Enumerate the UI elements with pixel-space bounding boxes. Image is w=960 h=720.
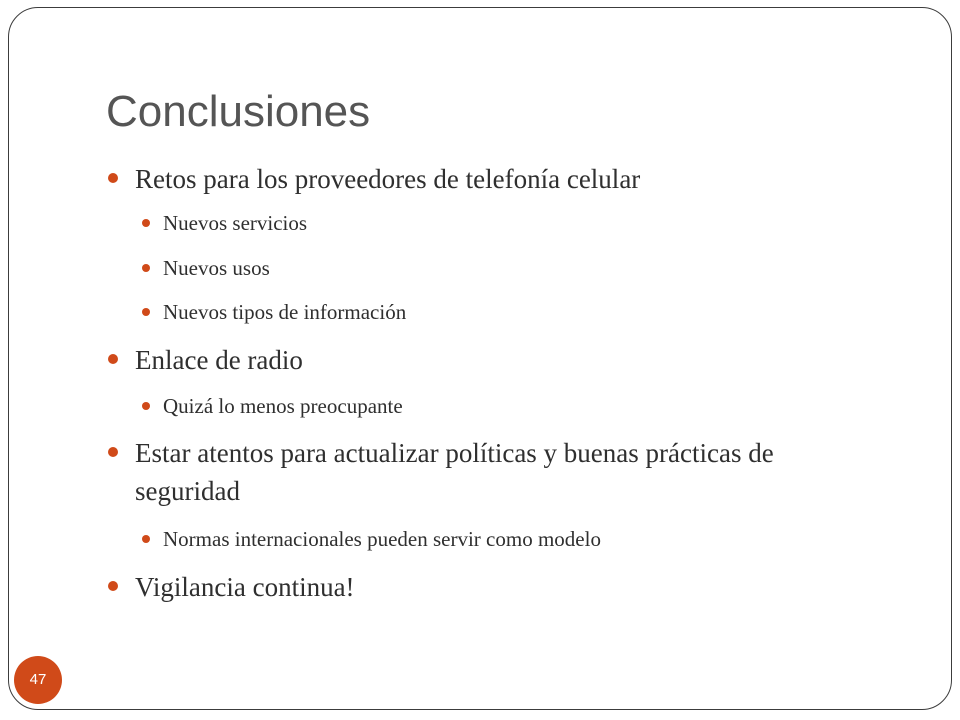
sub-bullet-item-nuevos-servicios — [163, 208, 307, 238]
sub-bullet-icon — [142, 402, 150, 410]
bullet-item-vigilancia — [135, 568, 355, 606]
bullet-text: Estar atentos para actualizar políticas y buenas prácticas de seguridad — [135, 438, 774, 506]
bullet-item-estar-atentos — [135, 434, 875, 510]
bullet-item-enlace — [135, 341, 303, 379]
bullet-icon — [108, 447, 118, 457]
sub-bullet-text: Nuevos usos — [163, 256, 270, 280]
page-number-badge: 47 — [14, 656, 62, 704]
sub-bullet-icon — [142, 308, 150, 316]
sub-bullet-text: Quizá lo menos preocupante — [163, 394, 403, 418]
bullet-icon — [108, 173, 118, 183]
sub-bullet-icon — [142, 535, 150, 543]
sub-bullet-item-nuevos-tipos — [163, 297, 406, 327]
sub-bullet-item-nuevos-usos — [163, 253, 270, 283]
bullet-item-retos — [135, 160, 640, 198]
bullet-text: Retos para los proveedores de telefonía celular — [135, 164, 641, 194]
sub-bullet-icon — [142, 219, 150, 227]
sub-bullet-text: Nuevos servicios — [163, 211, 308, 235]
sub-bullet-item-normas — [163, 524, 601, 554]
sub-bullet-item-quiza — [163, 391, 403, 421]
sub-bullet-text: Normas internacionales pueden servir como modelo — [163, 527, 601, 551]
sub-bullet-text: Nuevos tipos de información — [163, 300, 407, 324]
slide-title: Conclusiones — [106, 87, 371, 136]
bullet-icon — [108, 354, 118, 364]
sub-bullet-icon — [142, 264, 150, 272]
bullet-text: Vigilancia continua! — [135, 572, 355, 602]
bullet-text: Enlace de radio — [135, 345, 303, 375]
bullet-icon — [108, 581, 118, 591]
